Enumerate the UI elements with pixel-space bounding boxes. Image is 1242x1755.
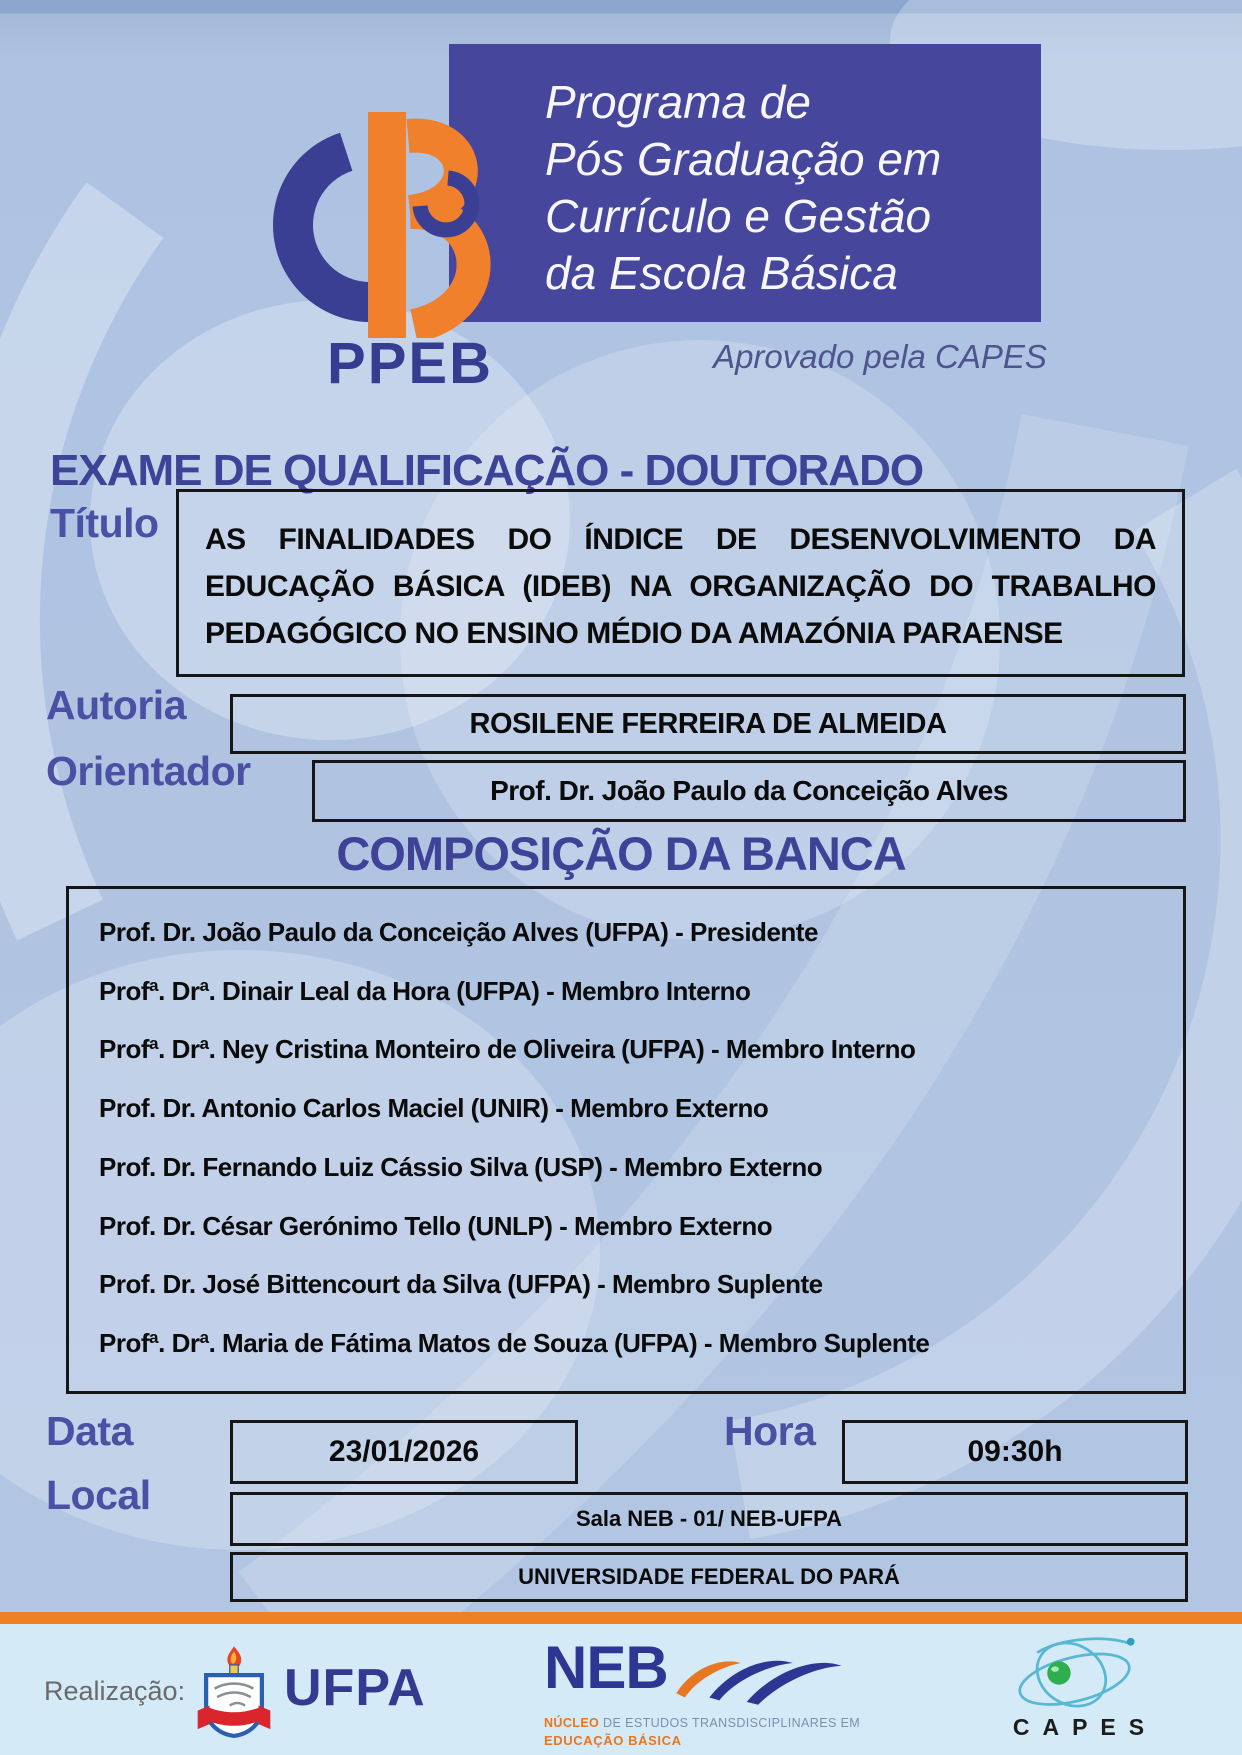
- neb-swoosh-icon: [672, 1652, 844, 1710]
- orange-divider: [0, 1612, 1242, 1624]
- program-name-line: Currículo e Gestão: [545, 190, 932, 242]
- banca-member: Profª. Drª. Ney Cristina Monteiro de Oliveira (UFPA) - Membro Interno: [99, 1034, 916, 1065]
- banca-member: Prof. Dr. Fernando Luiz Cássio Silva (USP) - Membro Externo: [99, 1151, 823, 1182]
- exam-time: 09:30h: [967, 1435, 1063, 1468]
- program-name-line: da Escola Básica: [545, 247, 898, 299]
- capes-logo: [990, 1634, 1170, 1741]
- autoria-label: Autoria: [46, 682, 186, 728]
- banca-member: Profª. Drª. Maria de Fátima Matos de Souza (UFPA) - Membro Suplente: [99, 1328, 930, 1359]
- titulo-box: [176, 489, 1185, 677]
- banca-member: Prof. Dr. César Gerónimo Tello (UNLP) - Membro Externo: [99, 1210, 773, 1241]
- capes-orbits-icon: [990, 1634, 1170, 1712]
- orientador-label: Orientador: [46, 748, 251, 794]
- banca-member: Prof. Dr. João Paulo da Conceição Alves (UFPA) - Presidente: [99, 916, 818, 947]
- program-banner: [449, 44, 1041, 322]
- neb-subtitle: NÚCLEO DE ESTUDOS TRANSDISCIPLINARES EM: [544, 1716, 861, 1730]
- exam-date: 23/01/2026: [328, 1435, 480, 1468]
- banca-heading: COMPOSIÇÃO DA BANCA: [336, 827, 906, 880]
- hora-box: [842, 1420, 1188, 1484]
- banca-member: Prof. Dr. José Bittencourt da Silva (UFPA) - Membro Suplente: [99, 1269, 823, 1300]
- titulo-label: Título: [50, 500, 159, 546]
- author-name: ROSILENE FERREIRA DE ALMEIDA: [469, 707, 947, 740]
- thesis-title: AS FINALIDADES DO ÍNDICE DE DESENVOLVIMENTO DA EDUCAÇÃO BÁSICA (IDEB) NA ORGANIZAÇÃO DO TRABALHO PEDAGÓGICO NO ENSINO MÉDIO DA AMAZÓNIA PARAENSE: [205, 523, 1156, 650]
- ppeb-logo-icon: [222, 112, 518, 338]
- program-name-line: Pós Graduação em: [545, 133, 942, 185]
- advisor-name: Prof. Dr. João Paulo da Conceição Alves: [490, 775, 1008, 806]
- neb-logo: [544, 1634, 861, 1748]
- program-name-line: Programa de: [545, 76, 811, 128]
- data-box: [230, 1420, 578, 1484]
- local-label: Local: [46, 1472, 151, 1518]
- ppeb-acronym: PPEB: [327, 331, 493, 396]
- banca-member: Profª. Drª. Dinair Leal da Hora (UFPA) - Membro Interno: [99, 975, 751, 1006]
- neb-subtitle-line2: EDUCAÇÃO BÁSICA: [544, 1733, 682, 1748]
- exam-university: UNIVERSIDADE FEDERAL DO PARÁ: [518, 1564, 900, 1589]
- local-university-box: [230, 1552, 1188, 1602]
- ufpa-wordmark: UFPA: [284, 1659, 426, 1717]
- autoria-box: [230, 694, 1186, 754]
- capes-approval-note: Aprovado pela CAPES: [713, 338, 1047, 375]
- neb-wordmark: NEB: [544, 1634, 668, 1701]
- capes-wordmark: CAPES: [1012, 1714, 1158, 1740]
- realizacao-label: Realização:: [44, 1676, 186, 1706]
- ufpa-crest-icon: [196, 1642, 272, 1742]
- orientador-box: [312, 760, 1186, 822]
- hora-label: Hora: [724, 1408, 816, 1454]
- banca-member: Prof. Dr. Antonio Carlos Maciel (UNIR) - Membro Externo: [99, 1093, 769, 1124]
- local-room-box: [230, 1492, 1188, 1546]
- data-label: Data: [46, 1408, 133, 1454]
- exam-room: Sala NEB - 01/ NEB-UFPA: [575, 1506, 843, 1531]
- exam-heading: EXAME DE QUALIFICAÇÃO - DOUTORADO: [50, 446, 924, 495]
- banca-members-box: [66, 886, 1186, 1394]
